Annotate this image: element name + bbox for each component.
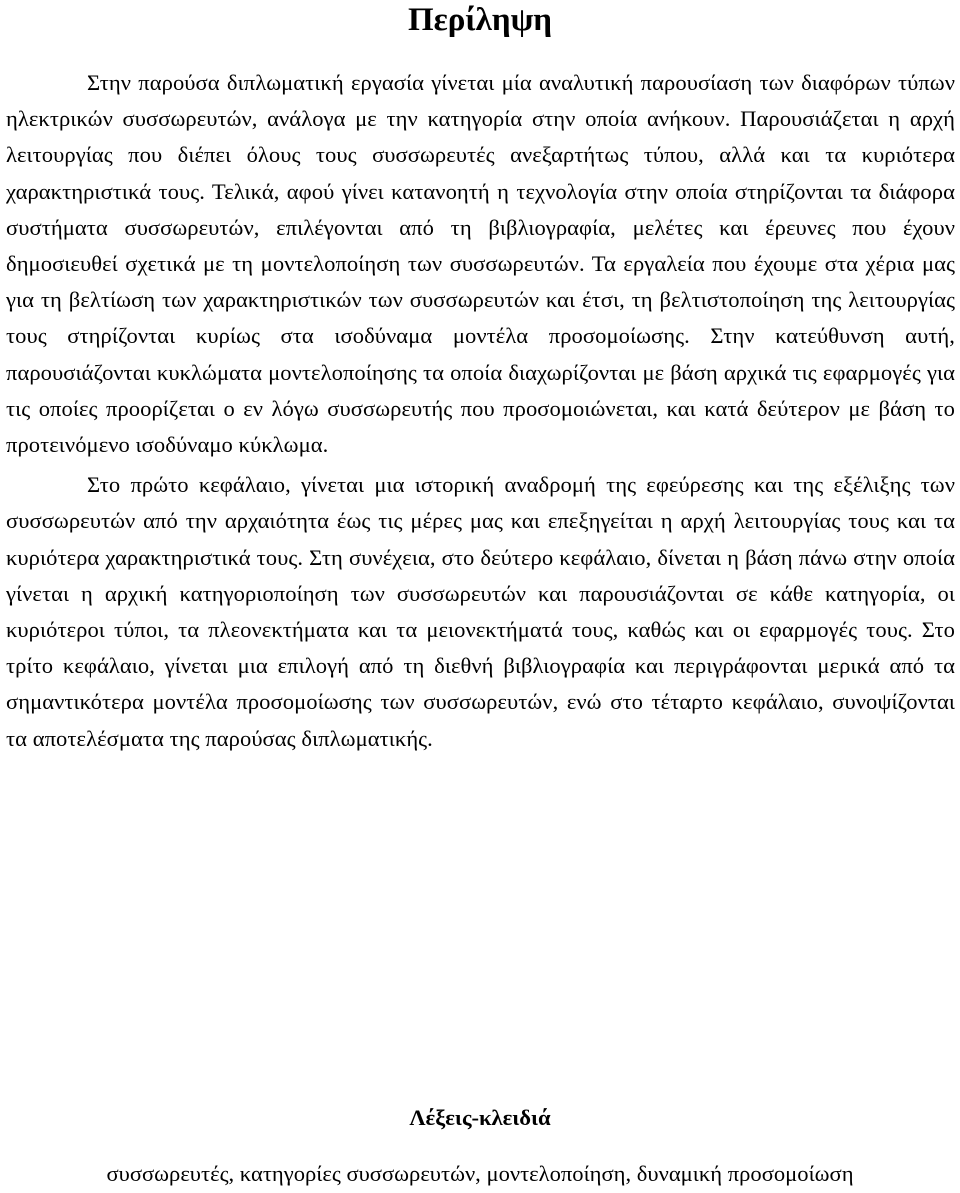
keywords-list: συσσωρευτές, κατηγορίες συσσωρευτών, μοντελοποίηση, δυναμική προσομοίωση [106, 1161, 854, 1186]
page-title: Περίληψη [407, 2, 553, 38]
abstract-paragraph-1: Στην παρούσα διπλωματική εργασία γίνεται μία αναλυτική παρουσίαση των διαφόρων τύπων ηλεκτρικών συσσωρευτών, ανάλογα με την κατηγορία στην οποία ανήκουν. Παρουσιάζεται η αρχή λειτουργίας που διέπει όλους τους συσσωρευτές ανεξαρτήτως τύπου, αλλά και τα κυριότερα χαρακτηριστικά τους. Τελικά, αφού γίνει κατανοητή η τεχνολογία στην οποία στηρίζονται τα διάφορα συστήματα συσσωρευτών, επιλέγονται από τη βιβλιογραφία, μελέτες και έρευνες που έχουν δημοσιευθεί σχετικά με τη μοντελοποίηση των συσσωρευτών. Τα εργαλεία που έχουμε στα χέρια μας για τη βελτίωση των χαρακτηριστικών των συσσωρευτών και έτσι, τη βελτιστοποίηση της λειτουργίας τους στηρίζονται κυρίως στα ισοδύναμα μοντέλα προσομοίωσης. Στην κατεύθυνση αυτή, παρουσιάζονται κυκλώματα μοντελοποίησης τα οποία διαχωρίζονται με βάση αρχικά τις εφαρμογές για τις οποίες προορίζεται ο εν λόγω συσσωρευτής που προσομοιώνεται, και κατά δεύτερον με βάση το προτεινόμενο ισοδύναμο κύκλωμα. [6, 70, 955, 458]
abstract-paragraph-2: Στο πρώτο κεφάλαιο, γίνεται μια ιστορική αναδρομή της εφεύρεσης και της εξέλιξης των συσσωρευτών από την αρχαιότητα έως τις μέρες μας και επεξηγείται η αρχή λειτουργίας τους και τα κυριότερα χαρακτηριστικά τους. Στη συνέχεια, στο δεύτερο κεφάλαιο, δίνεται η βάση πάνω στην οποία γίνεται η αρχική κατηγοριοποίηση των συσσωρευτών και παρουσιάζονται σε κάθε κατηγορία, οι κυριότεροι τύποι, τα πλεονεκτήματα και τα μειονεκτήματά τους, καθώς και οι εφαρμογές τους. Στο τρίτο κεφάλαιο, γίνεται μια επιλογή από τη διεθνή βιβλιογραφία και περιγράφονται μερικά από τα σημαντικότερα μοντέλα προσομοίωσης των συσσωρευτών, ενώ στο τέταρτο κεφάλαιο, συνοψίζονται τα αποτελέσματα της παρούσας διπλωματικής. [6, 472, 955, 751]
keywords-heading: Λέξεις-κλειδιά [409, 1105, 551, 1130]
abstract-body [6, 65, 955, 761]
